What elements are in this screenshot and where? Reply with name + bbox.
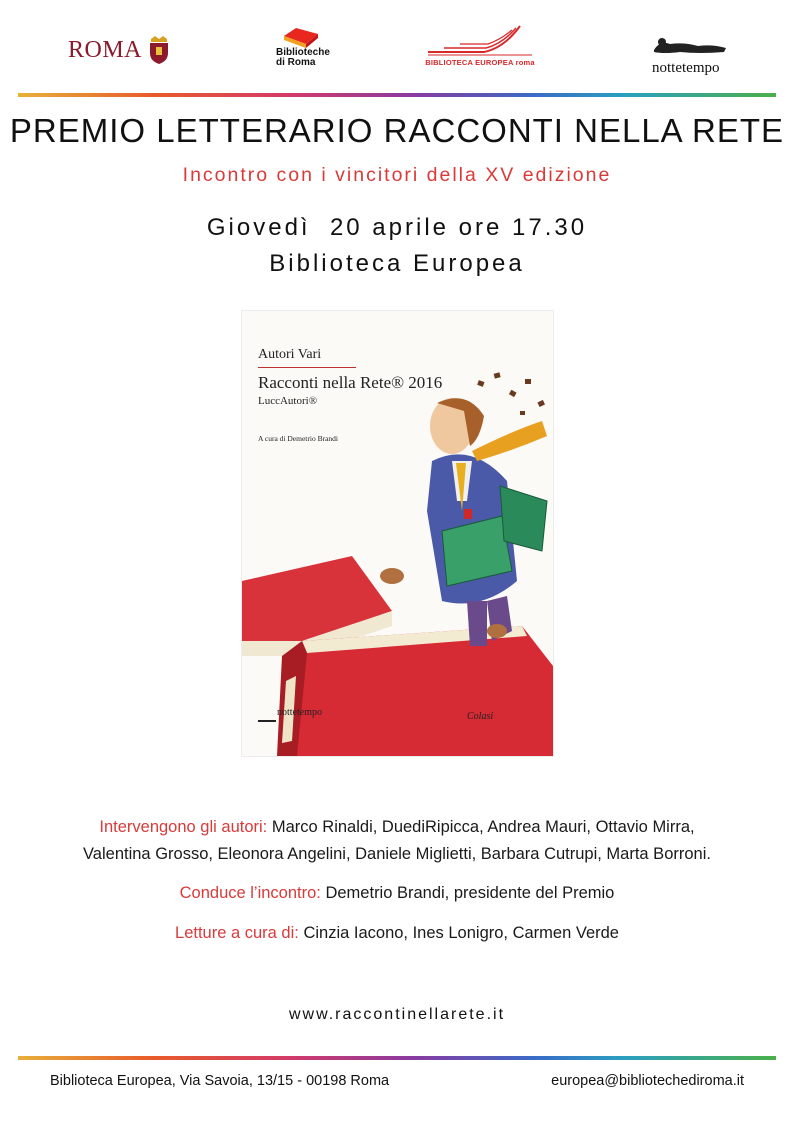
event-subtitle: Incontro con i vincitori della XV edizione bbox=[182, 164, 612, 186]
cover-signature: Colasi bbox=[467, 711, 494, 722]
page-title: PREMIO LETTERARIO RACCONTI NELLA RETE bbox=[9, 112, 785, 149]
biblioteche-logo-line1: Biblioteche bbox=[276, 47, 330, 58]
cover-curator: A cura di Demetrio Brandi bbox=[258, 434, 338, 443]
authors-label: Intervengono gli autori: bbox=[99, 818, 268, 836]
roma-logo bbox=[68, 36, 170, 64]
cover-title: Racconti nella Rete® 2016 bbox=[258, 373, 443, 392]
host-block bbox=[0, 880, 794, 907]
event-venue: Biblioteca Europea bbox=[269, 250, 525, 277]
authors-line1: Marco Rinaldi, DuediRipicca, Andrea Mauri, Ottavio Mirra, bbox=[271, 818, 695, 836]
authors-block bbox=[0, 814, 794, 868]
cover-rule bbox=[258, 367, 356, 368]
biblioteche-logo-line2: di Roma bbox=[276, 57, 316, 68]
host-name: Demetrio Brandi, presidente del Premio bbox=[325, 884, 615, 902]
readings-label: Letture a cura di: bbox=[175, 924, 299, 942]
europea-logo-text: BIBLIOTECA EUROPEA roma bbox=[425, 58, 535, 67]
host-label: Conduce l’incontro: bbox=[179, 884, 321, 902]
footer-address: Biblioteca Europea, Via Savoia, 13/15 - 00198 Roma bbox=[50, 1073, 390, 1089]
footer-email[interactable]: europea@bibliotechediroma.it bbox=[551, 1073, 744, 1089]
header-divider bbox=[18, 93, 776, 97]
roma-crest-icon bbox=[148, 36, 170, 64]
cover-author: Autori Vari bbox=[258, 347, 322, 362]
biblioteca-europea-logo bbox=[424, 18, 536, 70]
reclining-figure-icon bbox=[650, 34, 730, 58]
europea-swoosh-icon bbox=[424, 18, 536, 58]
event-date: Giovedì 20 aprile ore 17.30 bbox=[206, 214, 588, 241]
authors-line2: Valentina Grosso, Eleonora Angelini, Daniele Miglietti, Barbara Cutrupi, Marta Borroni. bbox=[83, 845, 711, 863]
book-cover bbox=[241, 310, 554, 757]
readings-block bbox=[0, 920, 794, 947]
biblioteche-di-roma-logo bbox=[276, 26, 332, 72]
cover-series: LuccAutori® bbox=[258, 395, 318, 407]
roma-logo-text: ROMA bbox=[68, 36, 143, 63]
footer-divider bbox=[18, 1056, 776, 1060]
website-link[interactable]: www.raccontinellarete.it bbox=[288, 1006, 506, 1023]
nottetempo-logo bbox=[640, 34, 732, 78]
nottetempo-logo-text: nottetempo bbox=[652, 60, 720, 76]
readings-names: Cinzia Iacono, Ines Lonigro, Carmen Verde bbox=[303, 924, 619, 942]
cover-publisher: nottetempo bbox=[277, 707, 322, 718]
